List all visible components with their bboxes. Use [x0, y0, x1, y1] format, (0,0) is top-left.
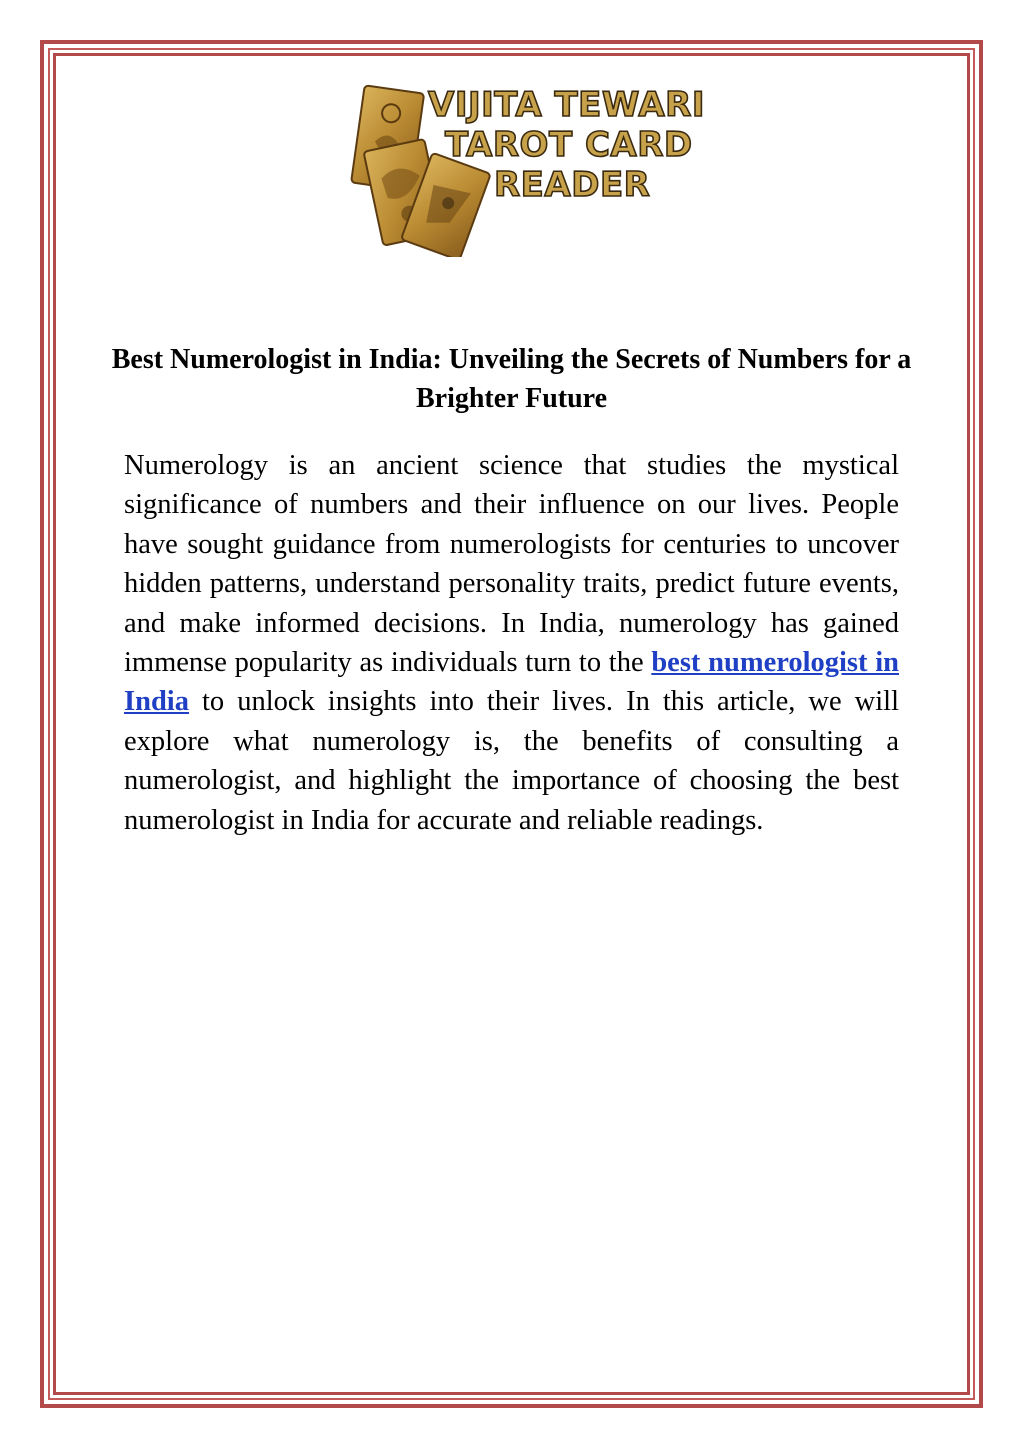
best-numerologist-link[interactable]: best numerologist in India [124, 647, 899, 718]
article-title: Best Numerologist in India: Unveiling the Secrets of Numbers for a Brighter Future [111, 344, 912, 414]
logo-line-3: READER [494, 165, 651, 205]
paragraph-text-after-link: to unlock insights into their lives. In this article, we will explore what numerology is, the benefits of consulting a numerologist, and highlight the importance of choosing the best numerologist in India for accurate and reliable readings. [124, 686, 899, 836]
logo-line-1: VIJITA TEWARI [428, 85, 706, 125]
paragraph-text-before-link: Numerology is an ancient science that studies the mystical significance of numbers and their influence on our lives. People have sought guidance from numerologists for centuries to uncover hidden patterns, understand personality traits, predict future events, and make informed decisions. In India, numerology has gained immense popularity as individuals turn to the [124, 450, 899, 679]
article-paragraph [124, 446, 899, 840]
logo-line-2: TAROT CARD [445, 125, 693, 165]
logo-wordmark [428, 85, 706, 205]
brand-logo [335, 82, 706, 257]
